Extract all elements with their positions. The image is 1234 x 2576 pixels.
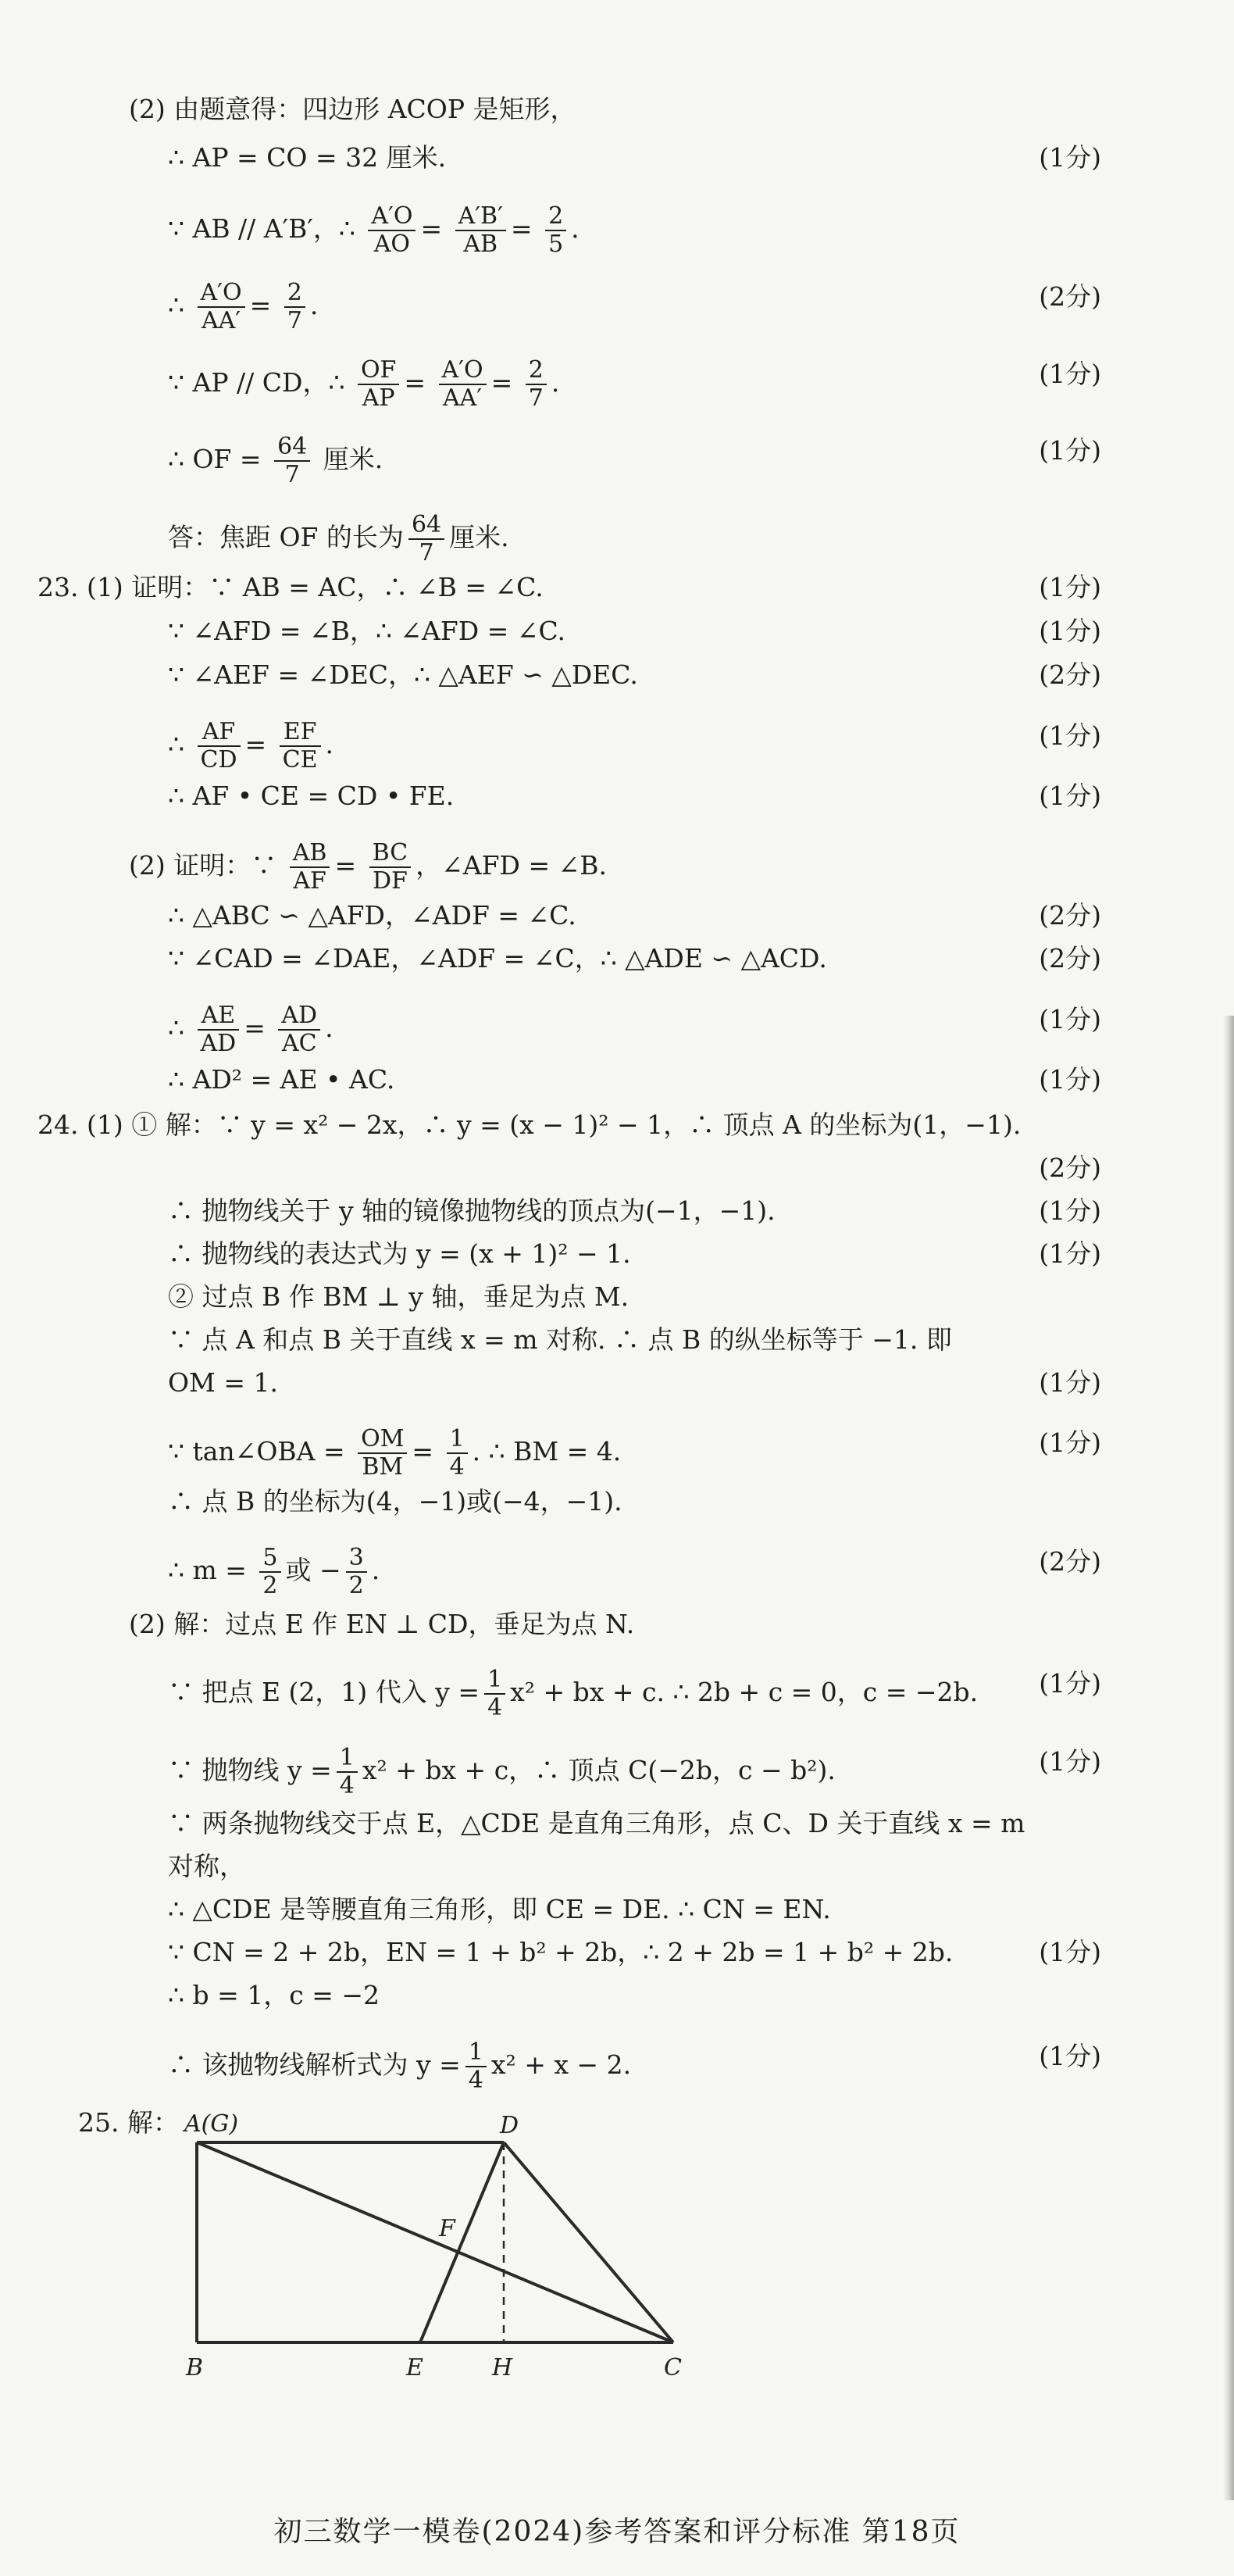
fraction: $\frac{2}{5}$ [545,203,566,258]
score: (1分) [1039,1004,1101,1034]
score: (2分) [1039,659,1101,690]
score: (1分) [1039,781,1101,811]
point-label-B: B [186,2354,204,2381]
score: (1分) [1039,1064,1101,1095]
fraction: $\frac{AF}{CD}$ [198,719,241,774]
score: (1分) [1039,359,1101,389]
fraction: $\frac{BC}{DF}$ [369,840,412,895]
score: (1分) [1039,2041,1101,2071]
point-label-H: H [492,2354,513,2381]
point-label-E: E [406,2354,423,2381]
fraction: $\frac{1}{4}$ [447,1426,468,1481]
point-label-D: D [500,2112,519,2139]
fraction: $\frac{1}{4}$ [465,2039,487,2094]
fraction: $\frac{OF}{AP}$ [358,357,399,412]
score: (1分) [1039,1668,1101,1699]
fraction: $\frac{5}{2}$ [259,1545,280,1599]
fraction: $\frac{AB}{AF}$ [290,840,330,895]
scan-edge-shadow [1223,1016,1234,2500]
point-label-C: C [664,2354,682,2381]
point-label-F: F [439,2215,455,2242]
fraction: $\frac{1}{4}$ [484,1667,505,1721]
fraction: $\frac{A'O}{AO}$ [368,203,415,258]
score: (1分) [1039,1195,1101,1226]
answer-page: (2) 由题意得：四边形 ACOP 是矩形， ∴ AP = CO = 32 厘米. (1分) ∵ AB // A′B′，∴ $\frac{A'O}{AO}$ = $\frac{A'B'}{AB}$ = $\frac{2}{5}$ . ∴ $\frac{A'O}{AA'}$ = $\frac{2}{7}$ . (2分) ∵ AP // CD，∴ $\frac{OF}{AP}$ = $\frac{A'O}{AA'}$ = $\frac{2}{7}$ . (1分) ∴ OF = $\frac{64}{7}$ 厘米. (1分) 答：焦距 OF 的长为 $\frac{64}{7}$ 厘米. 23. (1) 证明：∵ AB = AC，∴ ∠B = ∠C. (1分) ∵ ∠AFD = ∠B，∴ ∠AFD = ∠C. (1分) ∵ ∠AEF = ∠DEC，∴ △AEF ∽ △DEC. (2分) ∴ $\frac{AF}{CD}$ = $\frac{EF}{CE}$ . (1分) ∴ AF • CE = CD • FE. (1分) (2) 证明：∵ $\frac{AB}{AF}$ = $\frac{BC}{DF}$ ，∠AFD = ∠B. ∴ △ABC ∽ △AFD，∠ADF = ∠C. (2分) ∵ ∠CAD = ∠DAE，∠ADF = ∠C，∴ △ADE ∽ △ACD. (2分) ∴ $\frac{AE}{AD}$ = $\frac{AD}{AC}$ . (1分) ∴ AD² = AE • AC. (1分) 24. (1) ① 解：∵ y = x² − 2x，∴ y = (x − 1)² − 1，∴ 顶点 A 的坐标为(1，−1). (2分) ∴ 抛物线关于 y 轴的镜像抛物线的顶点为(−1，−1). (1分) ∴ 抛物线的表达式为 y = (x + 1)² − 1. (1分) ② 过点 B 作 BM ⊥ y 轴，垂足为点 M. ∵ 点 A 和点 B 关于直线 x = m 对称. ∴ 点 B 的纵坐标等于 −1. 即 OM = 1. (1分) ∵ tan∠OBA = $\frac{OM}{BM}$ = $\frac{1}{4}$ . ∴ BM = 4. (1分) ∴ 点 B 的坐标为(4，−1)或(−4，−1). ∴ m = $\frac{5}{2}$ 或 − $\frac{3}{2}$ . (2分) (2) 解：过点 E 作 EN ⊥ CD，垂足为点 N. ∵ 把点 E (2，1) 代入 y = $\frac{1}{4}$ x² + bx + c. ∴ 2b + c = 0，c = −2b. (1分) ∵ 抛物线 y = $\frac{1}{4}$ x² + bx + c，∴ 顶点 C(−2b，c − b²). (1分) ∵ 两条抛物线交于点 E，△CDE 是直角三角形，点 C、D 关于直线 x = m 对称， ∴ △CDE 是等腰直角三角形，即 CE = DE. ∴ CN = EN. ∵ CN = 2 + 2b，EN = 1 + b² + 2b，∴ 2 + 2b = 1 + b² + 2b. (1分) ∴ b = 1，c = −2 ∴ 该抛物线解析式为 y = $\frac{1}{4}$ x² + x − 2. (1分) 25. 解： A(G) D F B E H C 初三数学一模卷(2024)参考答案和评分标准 第18页 [0,0,1234,2576]
fraction: $\frac{64}{7}$ [408,512,444,566]
score: (2分) [1039,900,1101,931]
score: (1分) [1039,1238,1101,1269]
fraction: $\frac{3}{2}$ [346,1545,367,1599]
fraction: $\frac{EF}{CE}$ [280,719,321,774]
score: (2分) [1039,281,1101,312]
fraction: $\frac{2}{7}$ [526,357,547,412]
page-footer: 初三数学一模卷(2024)参考答案和评分标准 第18页 [273,2516,961,2548]
score: (1分) [1039,435,1101,466]
segment-AC [197,2142,673,2342]
score: (2分) [1039,943,1101,974]
score: (1分) [1039,1367,1101,1398]
score: (1分) [1039,1746,1101,1777]
score: (2分) [1039,1152,1101,1183]
score: (1分) [1039,720,1101,751]
fraction: $\frac{AE}{AD}$ [198,1002,240,1057]
fraction: $\frac{A'B'}{AB}$ [455,203,506,258]
fraction: $\frac{64}{7}$ [274,434,310,488]
fraction: $\frac{OM}{BM}$ [358,1426,407,1481]
segment-DC [504,2142,673,2342]
score: (1分) [1039,572,1101,602]
fraction: $\frac{A'O}{AA'}$ [198,280,245,334]
point-label-AG: A(G) [184,2110,239,2138]
score: (1分) [1039,1937,1101,1967]
fraction: $\frac{A'O}{AA'}$ [439,357,487,412]
score: (1分) [1039,616,1101,646]
fraction: $\frac{AD}{AC}$ [278,1002,320,1057]
fraction: $\frac{2}{7}$ [284,280,305,334]
fraction: $\frac{1}{4}$ [337,1745,358,1799]
score: (2分) [1039,1546,1101,1577]
score: (1分) [1039,1427,1101,1458]
score: (1分) [1039,142,1101,173]
